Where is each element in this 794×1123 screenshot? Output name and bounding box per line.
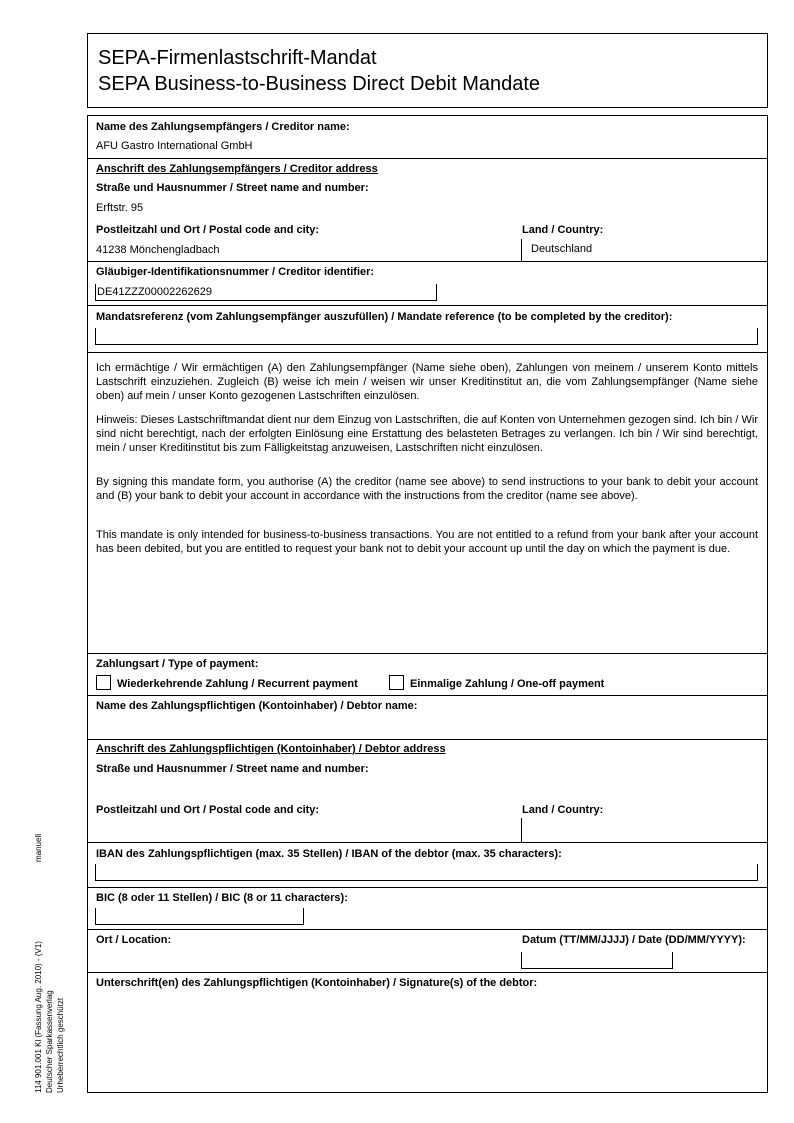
title-en: SEPA Business-to-Business Direct Debit Mandate [98, 73, 541, 95]
divider [87, 305, 768, 306]
divider [87, 929, 768, 930]
signature-label: Unterschrift(en) des Zahlungspflichtigen (Kontoinhaber) / Signature(s) of the debtor: [96, 977, 538, 989]
mandate-reference-field[interactable] [95, 328, 758, 345]
iban-field[interactable] [95, 864, 758, 881]
creditor-street-value: Erftstr. 95 [96, 202, 144, 214]
creditor-country-label: Land / Country: [522, 224, 604, 236]
debtor-street-label: Straße und Hausnummer / Street name and number: [96, 763, 369, 775]
divider [87, 842, 768, 843]
divider [87, 695, 768, 696]
debtor-city-label: Postleitzahl und Ort / Postal code and city: [96, 804, 320, 816]
divider [87, 352, 768, 353]
copyright-note: Urheberrechtlich geschützt [56, 997, 65, 1093]
one-off-payment-checkbox[interactable] [389, 675, 404, 690]
creditor-name-value: AFU Gastro International GmbH [96, 140, 253, 152]
creditor-street-label: Straße und Hausnummer / Street name and number: [96, 182, 369, 194]
terms-paragraph-en-2: This mandate is only intended for business-to-business transactions. You are not entitled to a refund from your bank after your account has been debited, but you are entitled to request your bank not to debit your account up until the day on which the payment is due. [96, 529, 758, 555]
creditor-country-value: Deutschland [531, 243, 593, 255]
payment-type-label: Zahlungsart / Type of payment: [96, 658, 259, 670]
manuell-note: manuell [34, 833, 43, 862]
divider [87, 653, 768, 654]
date-label: Datum (TT/MM/JJJJ) / Date (DD/MM/YYYY): [522, 934, 746, 946]
divider [87, 972, 768, 973]
creditor-name-label: Name des Zahlungsempfängers / Creditor name: [96, 121, 350, 133]
terms-paragraph-de-1: Ich ermächtige / Wir ermächtigen (A) den Zahlungsempfänger (Name siehe oben), Zahlungen von meinem / unserem Konto mittels Lastschrift einzuziehen. Zugleich (B) weise ich mein / weisen wir unser Kreditinstitut an, die vom Zahlungsempfänger (Name siehe oben) auf mein / unser Konto gezogenen Lastschriften einzulösen. [96, 362, 758, 402]
iban-label: IBAN des Zahlungspflichtigen (max. 35 Stellen) / IBAN of the debtor (max. 35 characters): [96, 848, 562, 860]
debtor-name-label: Name des Zahlungspflichtigen (Kontoinhaber) / Debtor name: [96, 700, 418, 712]
terms-paragraph-en-1: By signing this mandate form, you authorise (A) the creditor (name see above) to send instructions to your bank to debit your account and (B) your bank to debit your account in accordance with the instructions from the creditor (name see above). [96, 476, 758, 502]
creditor-address-heading: Anschrift des Zahlungsempfängers / Creditor address [96, 163, 378, 175]
creditor-identifier-label: Gläubiger-Identifikationsnummer / Creditor identifier: [96, 266, 375, 278]
debtor-country-label: Land / Country: [522, 804, 604, 816]
signature-area[interactable] [88, 992, 767, 1092]
publisher-note: Deutscher Sparkassenverlag [45, 990, 54, 1093]
divider [87, 158, 768, 159]
bic-field[interactable] [95, 908, 304, 925]
country-field-line [521, 239, 522, 261]
debtor-address-heading: Anschrift des Zahlungspflichtigen (Kontoinhaber) / Debtor address [96, 743, 446, 755]
one-off-payment-label: Einmalige Zahlung / One-off payment [410, 678, 605, 690]
title-de: SEPA-Firmenlastschrift-Mandat [98, 47, 377, 69]
title-box [87, 33, 768, 108]
recurrent-payment-label: Wiederkehrende Zahlung / Recurrent payment [117, 678, 358, 690]
bic-label: BIC (8 oder 11 Stellen) / BIC (8 or 11 characters): [96, 892, 348, 904]
divider [87, 887, 768, 888]
creditor-city-value: 41238 Mönchengladbach [96, 244, 220, 256]
date-field[interactable] [521, 952, 673, 969]
divider [87, 739, 768, 740]
divider [87, 261, 768, 262]
mandate-reference-label: Mandatsreferenz (vom Zahlungsempfänger auszufüllen) / Mandate reference (to be completed by the creditor): [96, 311, 673, 323]
creditor-identifier-value: DE41ZZZ00002262629 [97, 286, 212, 298]
creditor-city-label: Postleitzahl und Ort / Postal code and city: [96, 224, 320, 236]
form-number-note: 114 901.001 Kl (Fassung Aug. 2010) - (V1) [34, 941, 43, 1093]
debtor-country-field-line[interactable] [521, 818, 522, 842]
location-label: Ort / Location: [96, 934, 172, 946]
terms-paragraph-de-2: Hinweis: Dieses Lastschriftmandat dient nur dem Einzug von Lastschriften, die auf Konten von Unternehmen gezogen sind. Ich bin / Wir sind nicht berechtigt, nach der erfolgten Einlösung eine Erstattung des belasteten Betrages zu verlangen. Ich bin / Wir sind berechtigt, mein / unser Kreditinstitut bis zum Fälligkeitstag anzuweisen, Lastschriften nicht einzulösen. [96, 414, 758, 454]
recurrent-payment-checkbox[interactable] [96, 675, 111, 690]
